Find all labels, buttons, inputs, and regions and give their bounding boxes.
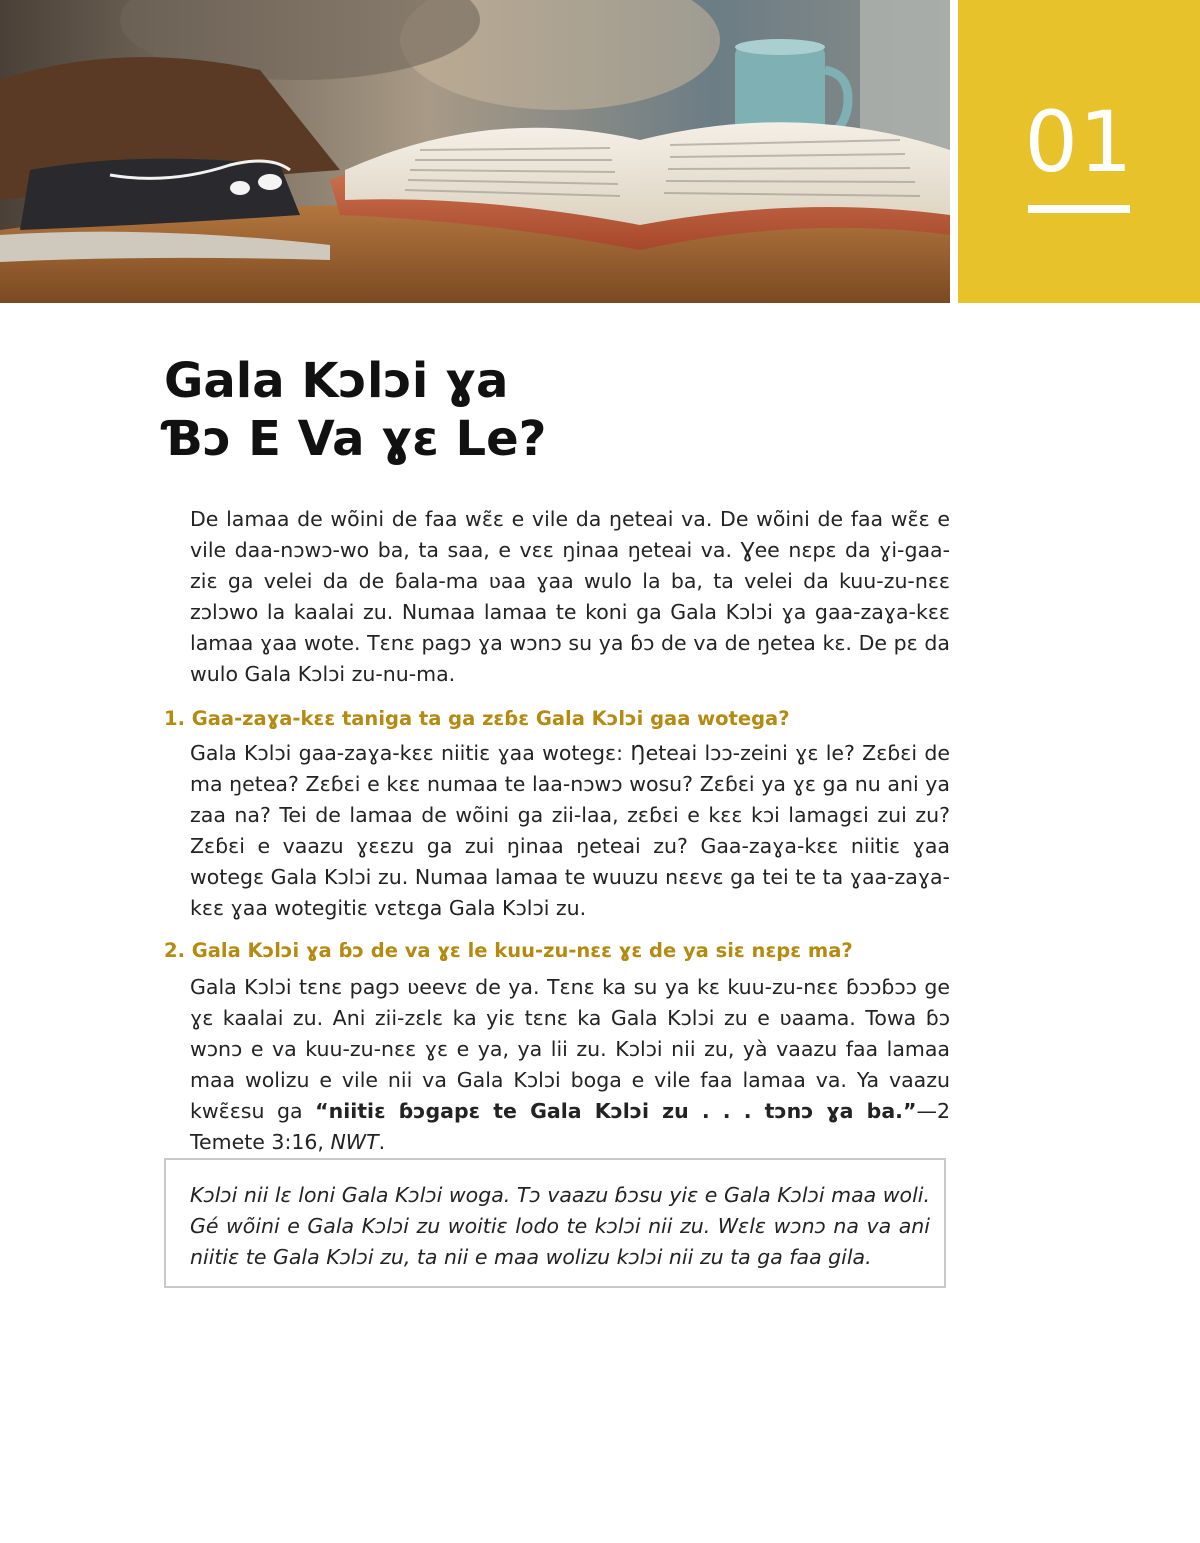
answer-1-paragraph: Gala Kɔlɔi gaa-zaɣa-kɛɛ niitiɛ ɣaa wotegɛ: Ŋeteai lɔɔ-zeini ɣɛ le? Zɛɓɛi de ma ŋetea? Zɛɓɛi e kɛɛ numaa te laa-nɔwɔ wosu? Zɛɓɛi ya ɣɛ ga nu ani ya zaa na? Tei de lamaa de wõini ga zii-laa, zɛɓɛi e kɛɛ kɔi lamagɛi zui zu? Zɛɓɛi e vaazu ɣɛɛzu ga zui ŋinaa ŋeteai zu? Gaa-zaɣa-kɛɛ niitiɛ ɣaa wotegɛ Gala Kɔlɔi zu. Numaa lamaa te wuuzu nɛɛvɛ ga tei te ta ɣaa-zaɣa-kɛɛ ɣaa wotegitiɛ vɛtɛga Gala Kɔlɔi zu. [190, 741, 950, 920]
answer-2-text: Gala Kɔlɔi tɛnɛ pagɔ ʋeevɛ de ya. Tɛnɛ ka su ya kɛ kuu-zu-nɛɛ ɓɔɔɓɔɔ ge ɣɛ kaalai zu. Ani zii-zɛlɛ ka yiɛ tɛnɛ ka Gala Kɔlɔi zu e ʋaama. Towa ɓɔ wɔnɔ e va kuu-zu-nɛɛ ɣɛ e ya, ya lii zu. Kɔlɔi nii zu, yà vaazu faa lamaa maa wolizu e vile nii va Gala Kɔlɔi boga e vile faa lamaa va. Ya vaazu kwɛ̃ɛsu ga [190, 975, 950, 1123]
header-photo [0, 0, 950, 303]
callout-box [164, 1158, 946, 1288]
page-title-line-1: Gala Kɔlɔi ɣa [164, 353, 509, 409]
page-title [164, 352, 547, 468]
chapter-number-box [958, 0, 1200, 303]
open-bible-photo-icon [0, 0, 950, 303]
answer-2-paragraph [190, 972, 950, 1158]
citation-end: . [378, 1130, 386, 1154]
intro-paragraph: De lamaa de wõini de faa wɛ̃ɛ e vile da ŋeteai va. De wõini de faa wɛ̃ɛ e vile daa-nɔwɔ-wo ba, ta saa, e vɛɛ ŋinaa ŋeteai va. Ɣee nɛpɛ da ɣi-gaa-ziɛ ga velei da de ɓala-ma ʋaa ɣaa wulo la ba, ta velei da kuu-zu-nɛɛ zɔlɔwo la kaalai zu. Numaa lamaa te koni ga Gala Kɔlɔi ɣa gaa-zaɣa-kɛɛ lamaa ɣaa wote. Tɛnɛ pagɔ ɣa wɔnɔ su ya ɓɔ de va de ŋetea kɛ. De pɛ da wulo Gala Kɔlɔi zu-nu-ma. [190, 507, 950, 686]
page-title-line-2: Ɓɔ E Va ɣɛ Le? [164, 411, 547, 467]
bible-version: NWT [330, 1130, 379, 1154]
chapter-underline [1028, 205, 1130, 213]
question-2: 2. Gala Kɔlɔi ɣa ɓɔ de va ɣɛ le kuu-zu-nɛɛ ɣɛ de ya siɛ nɛpɛ ma? [164, 939, 853, 962]
scripture-quote: “niitiɛ ɓɔgapɛ te Gala Kɔlɔi zu . . . tɔnɔ ɣa ba.” [315, 1099, 917, 1123]
chapter-number: 01 [1024, 93, 1134, 191]
question-1: 1. Gaa-zaɣa-kɛɛ taniga ta ga zɛɓɛ Gala Kɔlɔi gaa wotega? [164, 707, 790, 730]
scripture-citation: —2 Temete 3:16, [190, 1099, 950, 1154]
callout-text: Kɔlɔi nii lɛ loni Gala Kɔlɔi woga. Tɔ vaazu ɓɔsu yiɛ e Gala Kɔlɔi maa woli. Gé wõini e Gala Kɔlɔi zu woitiɛ lodo te kɔlɔi nii zu. Wɛlɛ wɔnɔ na va ani niitiɛ te Gala Kɔlɔi zu, ta nii e maa wolizu kɔlɔi nii zu ta ga faa gila. [190, 1183, 930, 1269]
